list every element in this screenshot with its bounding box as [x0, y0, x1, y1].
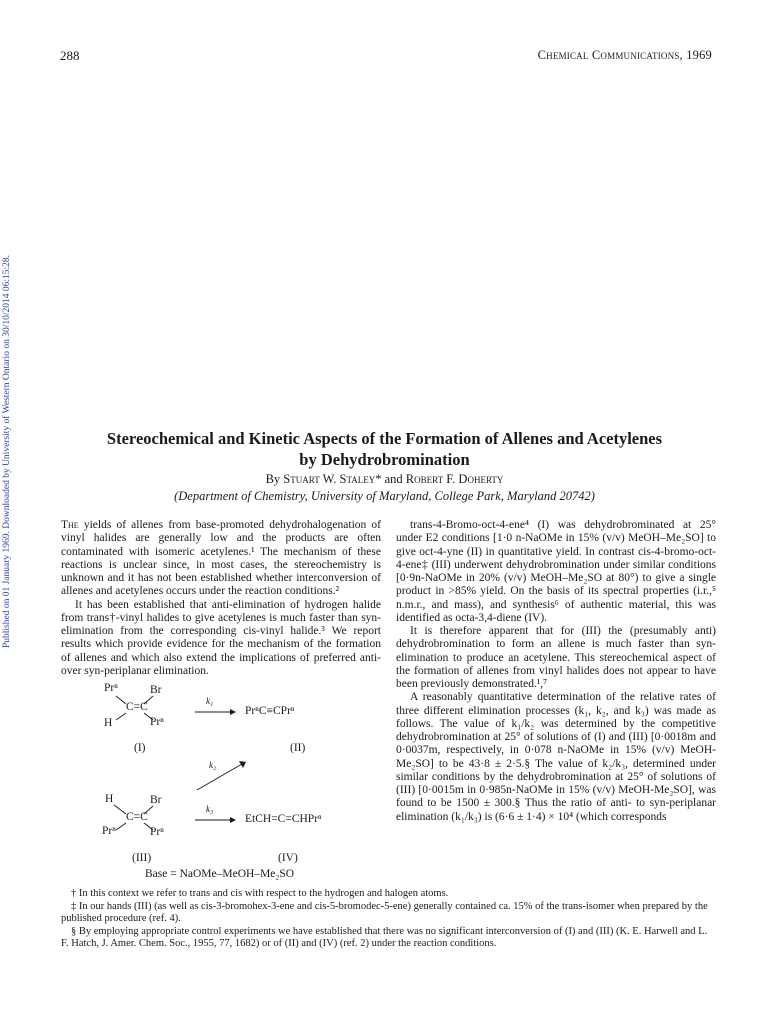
scheme-base-note: Base = NaOMe–MeOH–Me₂SO — [145, 868, 295, 880]
footnote-section: § By employing appropriate control experiments we have established that there was no significant interconversion of (I) and (III) (K. E. Harwell and L. F. Hatch, J. Amer. Chem. Soc., 1955, 77, 1682) or of (II) and (IV) (ref. 2) under the reaction conditions. — [61, 925, 708, 949]
arrow-k3-head — [230, 817, 236, 823]
right-paragraph-1: trans-4-Bromo-oct-4-ene⁴ (I) was dehydrobrominated at 25° under E2 conditions [1·0 n-NaOMe in 15% (v/v) MeOH–Me₂SO] to give oct-4-yne (II) in quantitative yield. In contrast cis-4-bromo-oct-4-ene‡ (III) underwent dehydrobromination under similar conditions [0·9n-NaOMe in 20% (v/v) MeOH–Me₂SO at 80°) to give a single product in >85% yield. On the basis of its spectral properties (i.r.,⁵ n.m.r., and mass), and synthesis⁶ of authentic material, this was identified as octa-3,4-diene (IV). — [396, 519, 716, 624]
affiliation: (Department of Chemistry, University of Maryland, College Park, Maryland 20742) — [174, 489, 595, 503]
compound-I-hydrogen: H — [104, 717, 113, 729]
compound-III-core: C=C — [126, 811, 148, 823]
byline-by: By — [265, 472, 281, 486]
arrow-k1-head — [230, 709, 236, 715]
journal-running-head: Chemical Communications, 1969 — [537, 48, 712, 62]
byline — [40, 472, 729, 487]
bond-line — [116, 823, 126, 830]
rate-k1: k₁ — [206, 696, 214, 706]
footnotes — [61, 888, 717, 951]
compound-III-propyl-right: Prⁿ — [150, 826, 164, 838]
rate-k3: k₃ — [206, 804, 214, 814]
label-IV: (IV) — [278, 852, 298, 864]
compound-III-hydrogen: H — [105, 793, 114, 805]
compound-I-propyl: Prⁿ — [150, 716, 164, 728]
right-paragraph-2: It is therefore apparent that for (III) the (presumably anti) dehydrobromination to form an allene is much faster than syn-elimination to produce an acetylene. This stereochemical aspect of the formation of allenes from vinyl halides does not appear to have been previously demonstrated.¹,⁷ — [396, 625, 716, 690]
compound-I-core: C=C — [126, 701, 148, 713]
footnote-double-dagger: ‡ In our hands (III) (as well as cis-3-bromohex-3-ene and cis-5-bromodec-5-ene) generally contained ca. 15% of the trans-isomer when prepared by the published procedure (ref. 4). — [61, 900, 708, 924]
compound-II: PrⁿC≡CPrⁿ — [245, 705, 295, 717]
left-paragraph-2: It has been established that anti-elimination of hydrogen halide from trans†-vinyl halides to give acetylenes is much faster than syn-elimination from the corresponding cis-vinyl halide.³ We report results which provide evidence for the mechanism of the formation of allenes and which also extend the implications of preferred anti- over syn-periplanar elimination. — [61, 598, 381, 677]
byline-and: and — [384, 472, 403, 486]
footnote-dagger: † In this context we refer to trans and cis with respect to the hydrogen and halogen atoms. — [71, 888, 449, 899]
bond-line — [114, 805, 126, 814]
author-2: Robert F. Doherty — [405, 472, 504, 486]
right-paragraph-3: A reasonably quantitative determination of the relative rates of three different elimination processes (k₁, k₂, and k₃) was made as follows. The value of k₁/k₂ was determined by the competitive dehydrobromination at 25° of solutions of (I) and (III) [0·0018m and 0·0037m, respectively, in 0·078 n-NaOMe in 15% (v/v) MeOH-Me₂SO] to be 43·8 ± 2·5.§ The value of k₂/k₃, determined under similar conditions by the dehydrobromination at 25° of solutions of (III) [0·0015m in 0·985n-NaOMe in 15% (v/v) MeOH-Me₂SO], was found to be 1500 ± 300.§ Thus the ratio of anti- to syn-periplanar elimination (k₁/k₃) is (6·6 ± 1·4) × 10⁴ (which corresponds — [396, 691, 716, 823]
author-1: Stuart W. Staley* — [283, 472, 382, 486]
article-title — [40, 428, 729, 470]
compound-III-propyl-left: Prⁿ — [102, 825, 116, 837]
left-paragraph-1-text: yields of allenes from base-promoted dehydrohalogenation of vinyl halides are generally low and the products are often contaminated with isomeric acetylenes.¹ The mechanism of these reactions is unclear since, in most cases, the stereochemistry is unknown and it has not been established whether interconversion of allenes and acetylenes occurs under the reaction conditions.² — [61, 519, 381, 598]
label-II: (II) — [290, 742, 306, 754]
compound-III-bromine: Br — [150, 794, 162, 806]
rate-k2: k₂ — [209, 760, 217, 770]
title-line-1: Stereochemical and Kinetic Aspects of the Formation of Allenes and Acetylenes — [106, 429, 663, 448]
title-line-2: by Dehydrobromination — [299, 450, 470, 469]
label-I: (I) — [134, 742, 146, 754]
bond-line — [116, 696, 126, 704]
bond-line — [116, 713, 126, 720]
label-III: (III) — [132, 852, 152, 864]
download-watermark: Published on 01 January 1969. Downloaded by University of Western Ontario on 30/10/2014 06:15:28. — [2, 254, 12, 648]
arrow-k2-line — [197, 764, 242, 790]
compound-IV: EtCH=C=CHPrⁿ — [245, 813, 322, 825]
compound-I-propyl-top: Prⁿ — [104, 682, 118, 694]
left-column — [61, 519, 381, 678]
arrow-k2-head — [239, 761, 246, 768]
page-number: 288 — [60, 48, 80, 63]
lead-word: The — [61, 519, 79, 531]
compound-I-bromine: Br — [150, 684, 162, 696]
right-column — [396, 519, 716, 824]
left-paragraph-1 — [61, 519, 381, 599]
reaction-scheme — [70, 680, 370, 864]
